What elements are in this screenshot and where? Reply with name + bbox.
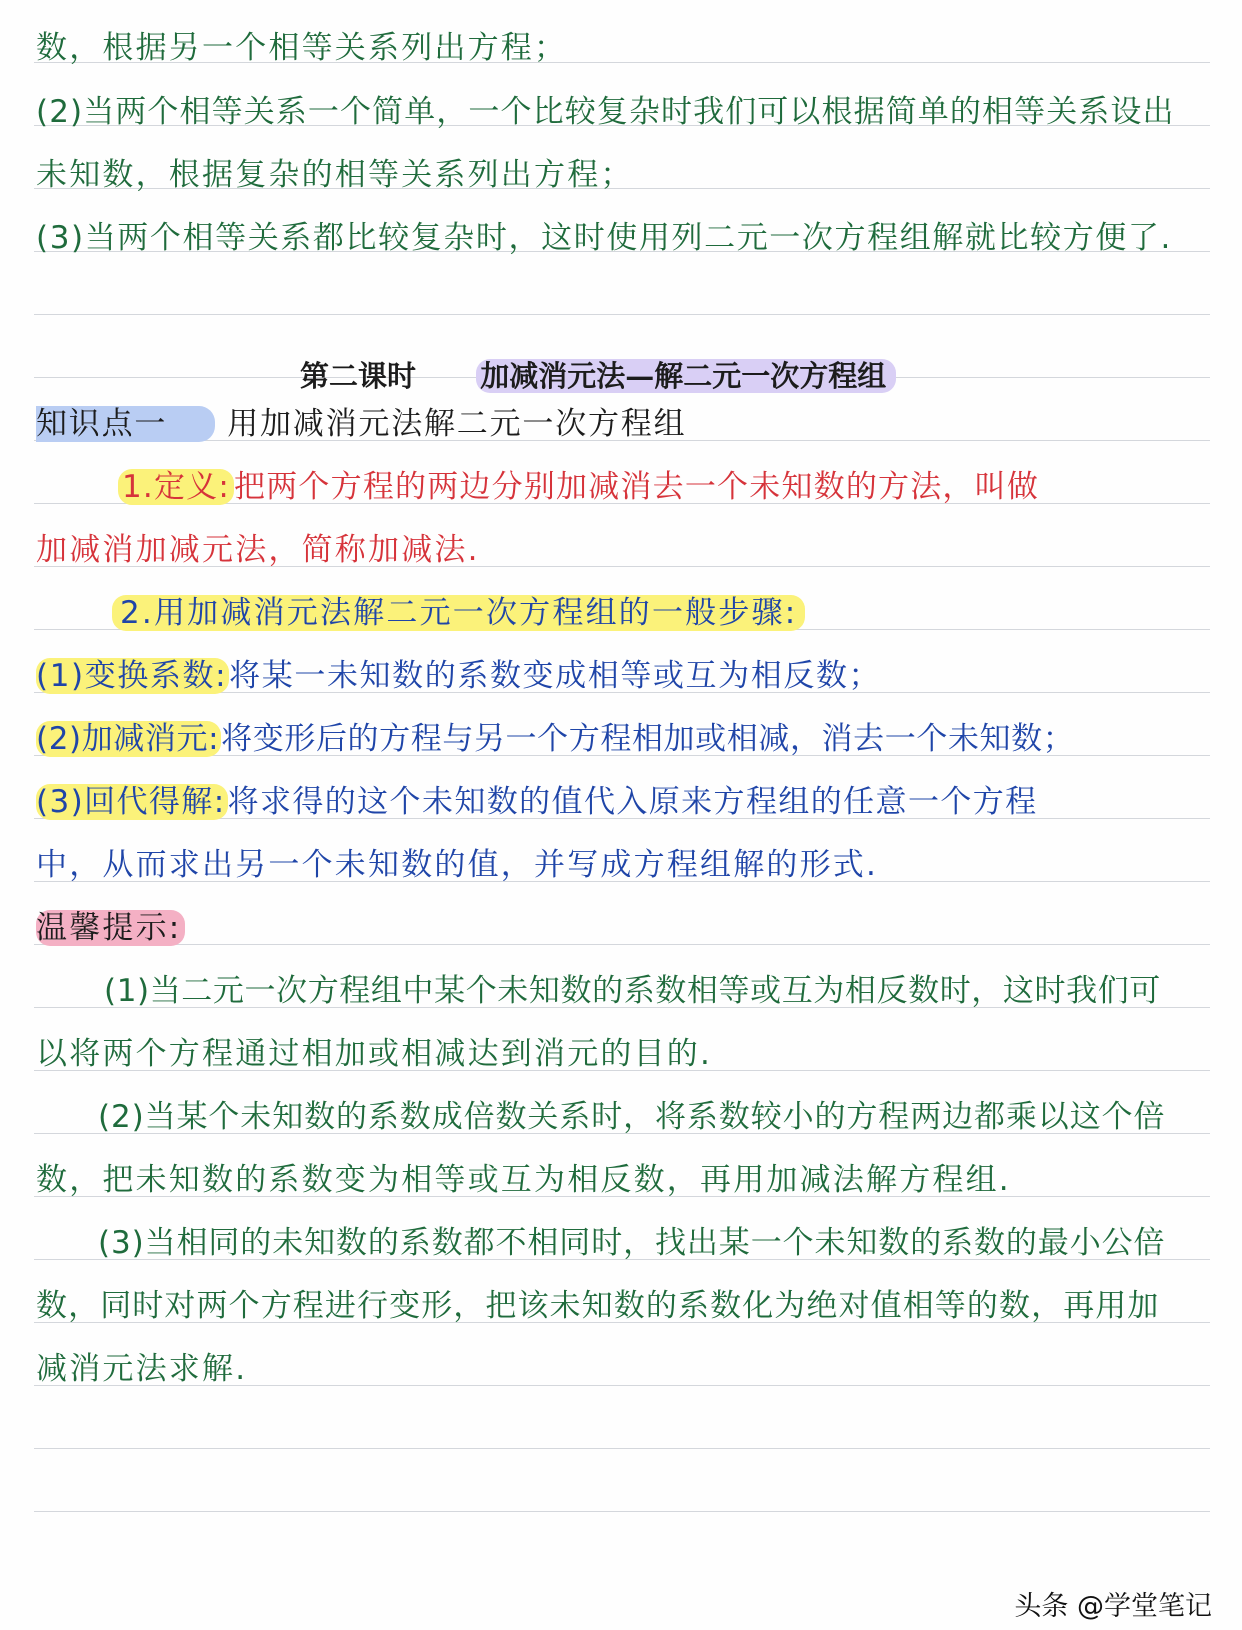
knowledge-point-label: 知识点一: [36, 406, 215, 442]
definition-label: 1.定义:: [118, 469, 234, 505]
knowledge-point-heading: [36, 404, 686, 444]
text-line: (3)当两个相等关系都比较复杂时，这时使用列二元一次方程组解就比较方便了.: [36, 220, 1172, 256]
tip-2-continued: 数，把未知数的系数变为相等或互为相反数，再用加减法解方程组.: [36, 1162, 1011, 1198]
step-2-text: 将变形后的方程与另一个方程相加或相减，消去一个未知数；: [221, 721, 1075, 757]
tip-3-continued-2: 减消元法求解.: [36, 1351, 248, 1387]
step-1-label: (1)变换系数:: [36, 658, 228, 694]
step-1: [36, 656, 881, 696]
step-3-label: (3)回代得解:: [36, 784, 226, 820]
ruled-line: [34, 314, 1210, 315]
ruled-line: [34, 1511, 1210, 1512]
ruled-line: [34, 944, 1210, 945]
watermark: 头条 @学堂笔记: [1014, 1591, 1212, 1622]
steps-heading: [112, 593, 805, 633]
section-title-lesson: 第二课时: [300, 359, 417, 393]
text-line: (2)当两个相等关系一个简单，一个比较复杂时我们可以根据简单的相等关系设出: [36, 94, 1175, 130]
step-1-text: 将某一未知数的系数变成相等或互为相反数；: [229, 658, 882, 694]
ruled-line: [34, 1448, 1210, 1449]
text-line: 数，根据另一个相等关系列出方程；: [36, 30, 568, 66]
tips-heading: 温馨提示:: [36, 910, 185, 946]
step-3: [36, 782, 1038, 822]
tip-3: (3)当相同的未知数的系数都不相同时，找出某一个未知数的系数的最小公倍: [98, 1225, 1166, 1261]
tip-1-continued: 以将两个方程通过相加或相减达到消元的目的.: [36, 1036, 713, 1072]
tips-heading-line: [36, 908, 185, 948]
steps-heading-text: 2.用加减消元法解二元一次方程组的一般步骤:: [112, 595, 805, 631]
tip-2: (2)当某个未知数的系数成倍数关系时，将系数较小的方程两边都乘以这个倍: [98, 1099, 1166, 1135]
knowledge-point-topic: 用加减消元法解二元一次方程组: [227, 406, 687, 442]
tip-1: (1)当二元一次方程组中某个未知数的系数相等或互为相反数时，这时我们可: [104, 973, 1161, 1009]
definition-line-2: 加减消加减元法，简称加减法.: [36, 532, 480, 568]
step-3-continued: 中，从而求出另一个未知数的值，并写成方程组解的形式.: [36, 847, 879, 883]
text-line: 未知数，根据复杂的相等关系列出方程；: [36, 157, 634, 193]
step-2: [36, 719, 1074, 759]
step-3-text: 将求得的这个未知数的值代入原来方程组的任意一个方程: [227, 784, 1038, 820]
definition-line: [118, 467, 1039, 507]
step-2-label: (2)加减消元:: [36, 721, 220, 757]
definition-text: 把两个方程的两边分别加减消去一个未知数的方法，叫做: [234, 469, 1040, 505]
section-title: [300, 355, 896, 397]
tip-3-continued: 数，同时对两个方程进行变形，把该未知数的系数化为绝对值相等的数，再用加: [36, 1288, 1160, 1324]
section-title-topic: 加减消元法—解二元一次方程组: [476, 359, 896, 393]
